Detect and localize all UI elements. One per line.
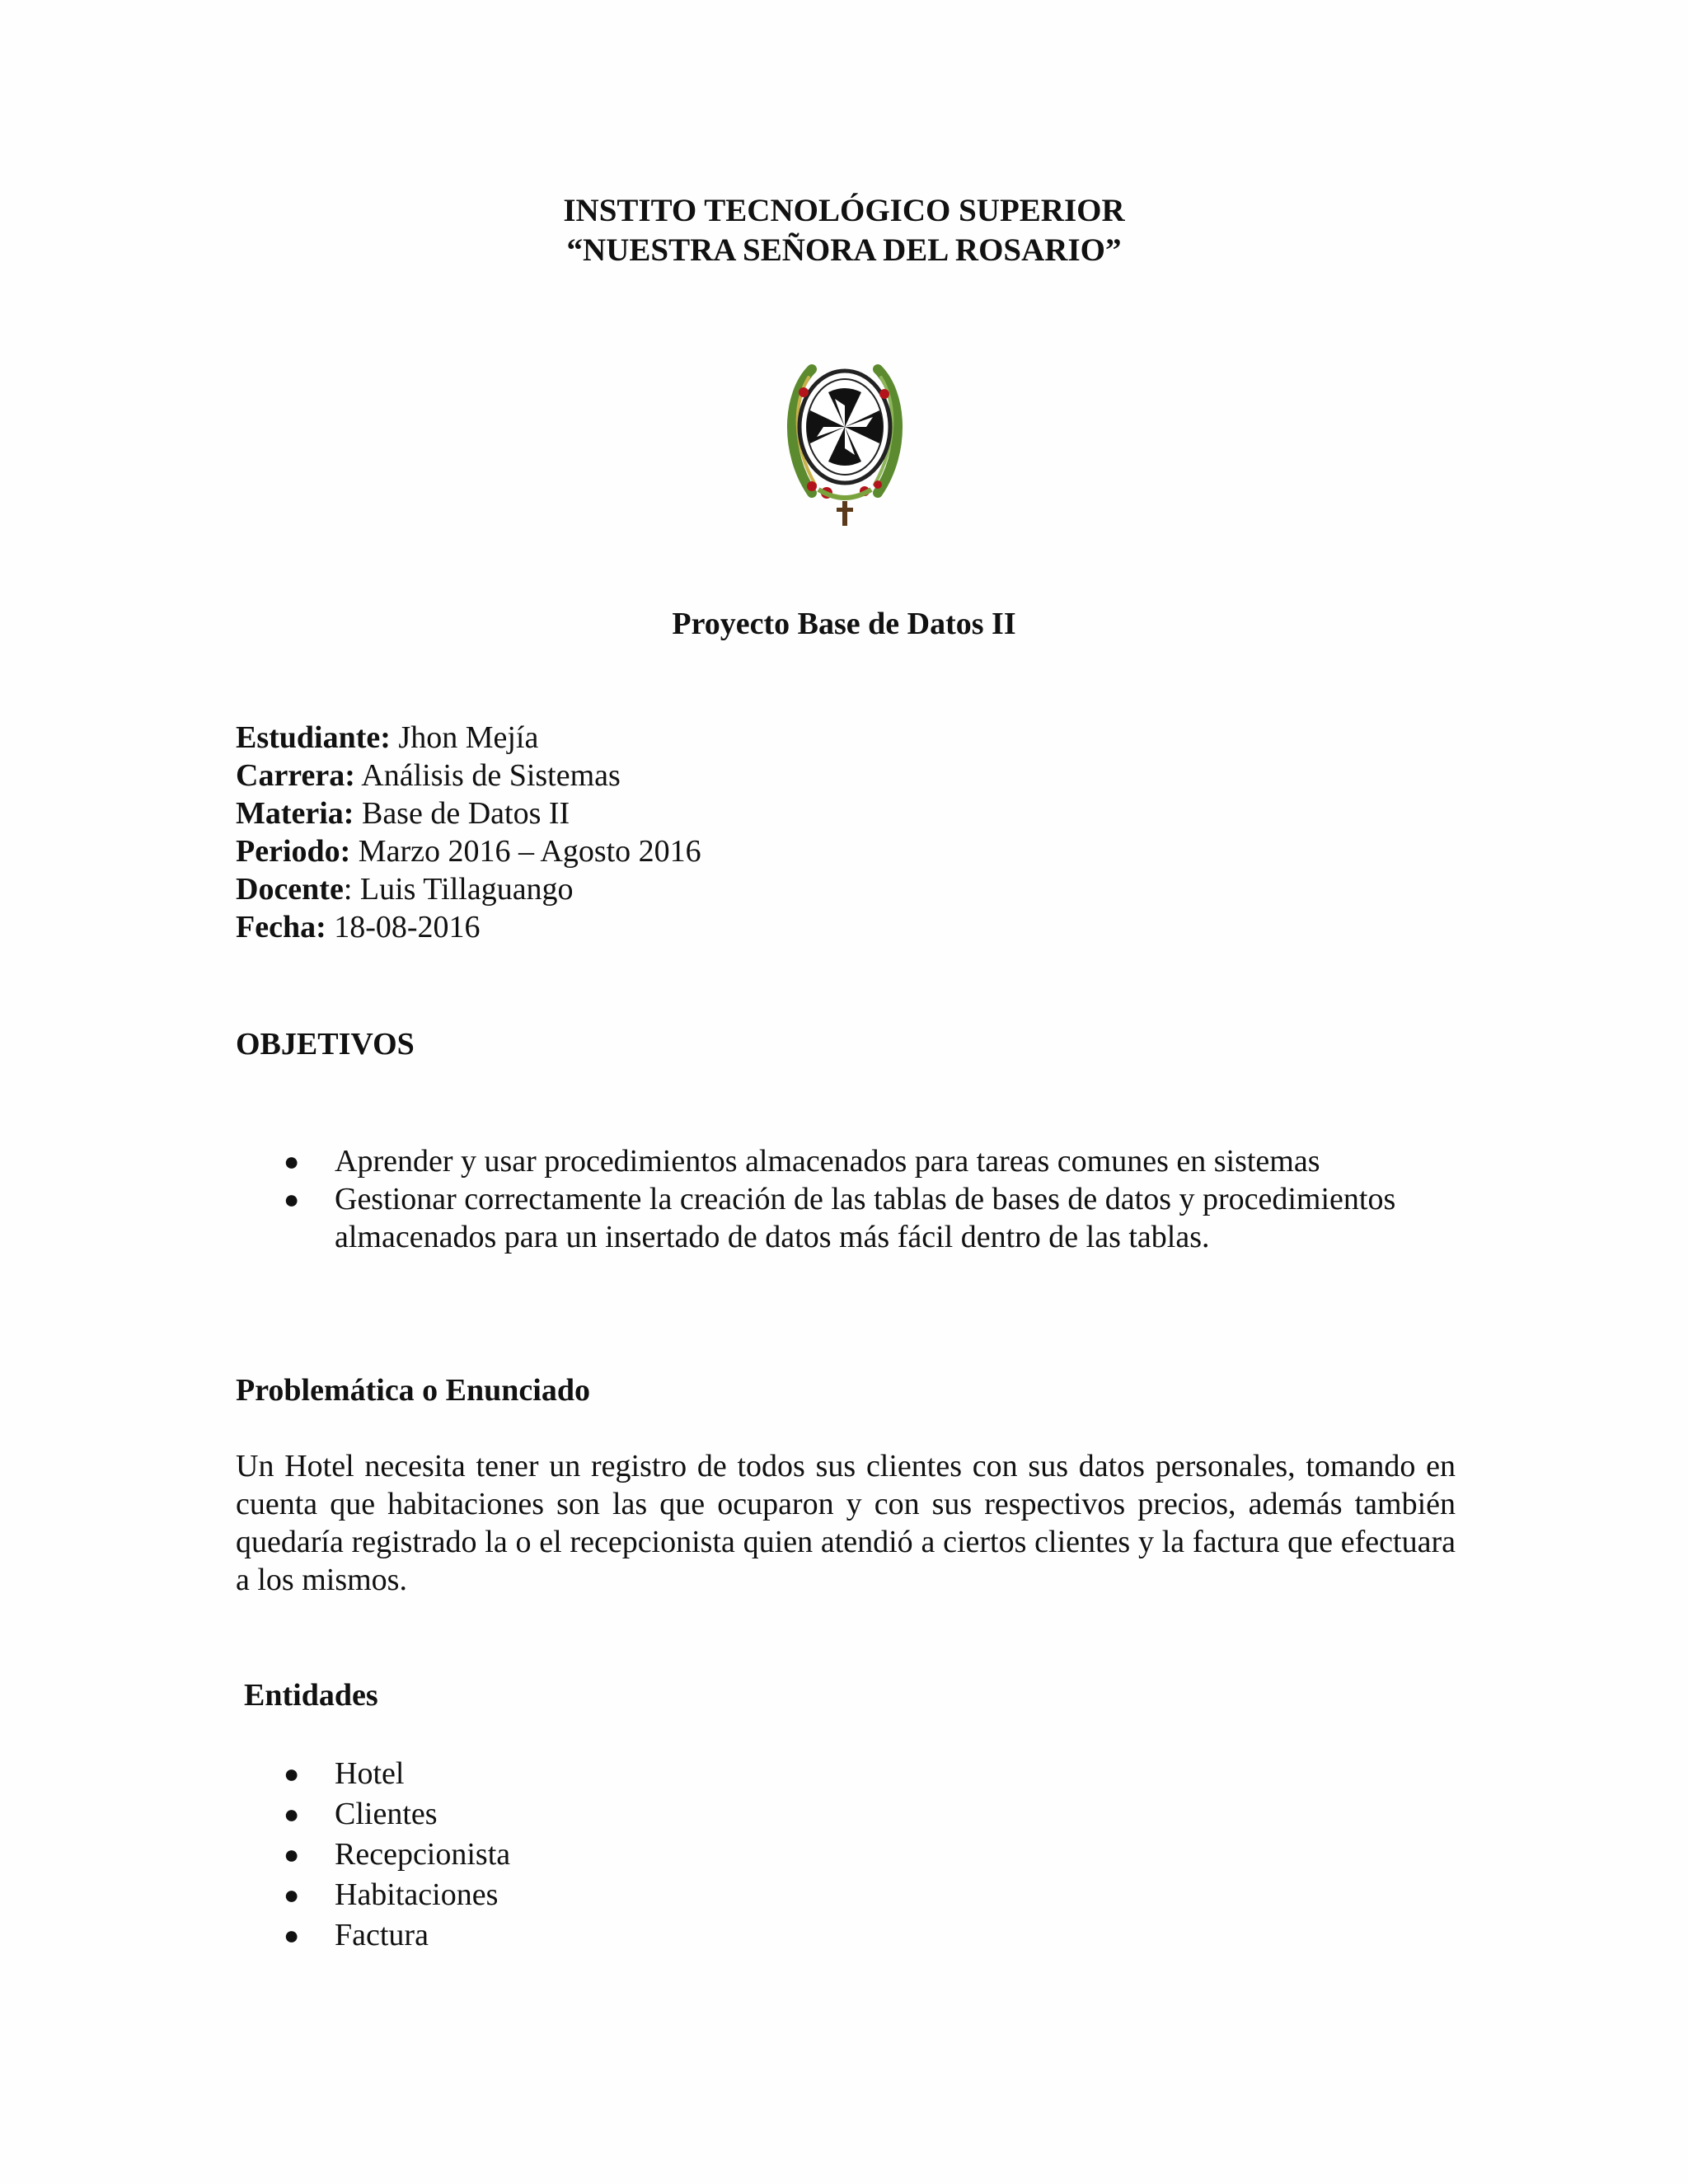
bullet-icon: ●: [284, 1920, 300, 1950]
date-value: 18-08-2016: [326, 910, 481, 944]
career-value: Análisis de Sistemas: [354, 758, 621, 793]
entidades-heading: Entidades: [244, 1678, 378, 1713]
info-row-student: [236, 719, 701, 757]
bullet-icon: ●: [284, 1880, 300, 1910]
subject-value: Base de Datos II: [354, 796, 570, 831]
career-label: Carrera:: [236, 758, 355, 793]
bullet-icon: ●: [284, 1840, 300, 1869]
bullet-icon: ●: [284, 1759, 300, 1788]
entidades-list: [236, 1754, 978, 1956]
problematica-heading: Problemática o Enunciado: [236, 1373, 590, 1408]
info-row-teacher: [236, 870, 701, 908]
entidad-text: Habitaciones: [335, 1877, 499, 1912]
period-value: Marzo 2016 – Agosto 2016: [350, 834, 701, 869]
institution-subtitle: “NUESTRA SEÑORA DEL ROSARIO”: [566, 232, 1122, 268]
list-item: [236, 1794, 978, 1835]
list-item: [236, 1875, 978, 1915]
bullet-icon: ●: [284, 1146, 300, 1176]
bullet-icon: ●: [284, 1799, 300, 1829]
institution-header: [0, 191, 1688, 270]
list-item: [236, 1142, 1423, 1180]
teacher-value: : Luis Tillaguango: [343, 872, 574, 907]
list-item: [236, 1835, 978, 1875]
project-title: Proyecto Base de Datos II: [672, 607, 1016, 641]
info-row-career: [236, 757, 701, 794]
info-row-subject: [236, 794, 701, 832]
student-value: Jhon Mejía: [390, 720, 539, 755]
objetivos-heading: OBJETIVOS: [236, 1027, 415, 1062]
institution-name: INSTITO TECNOLÓGICO SUPERIOR: [563, 193, 1125, 228]
bullet-icon: ●: [284, 1184, 300, 1214]
objetivo-text: Aprender y usar procedimientos almacenados para tareas comunes en sistemas: [335, 1144, 1320, 1179]
entidad-text: Factura: [335, 1918, 429, 1952]
dominican-cross-seal-icon: [779, 344, 911, 530]
date-label: Fecha:: [236, 910, 326, 944]
student-label: Estudiante:: [236, 720, 391, 755]
list-item: [236, 1754, 978, 1794]
problematica-text: Un Hotel necesita tener un registro de todos sus clientes con sus datos personales, tomando en cuenta que habitaciones son las que ocuparon y con sus respectivos precios, además también quedaría registrado la o el recepcionista quien atendió a ciertos clientes y la factura que efectuara a los mismos.: [236, 1449, 1456, 1597]
teacher-label: Docente: [236, 872, 344, 907]
list-item: [236, 1915, 978, 1956]
entidad-text: Recepcionista: [335, 1837, 511, 1872]
subject-label: Materia:: [236, 796, 354, 831]
entidad-text: Clientes: [335, 1797, 438, 1831]
entidad-text: Hotel: [335, 1756, 405, 1791]
objetivos-list: [236, 1142, 1423, 1256]
student-info: [236, 719, 701, 946]
period-label: Periodo:: [236, 834, 351, 869]
info-row-date: [236, 908, 701, 946]
info-row-period: [236, 832, 701, 870]
list-item: [236, 1180, 1423, 1256]
objetivo-text: Gestionar correctamente la creación de las tablas de bases de datos y procedimientos almacenados para un insertado de datos más fácil dentro de las tablas.: [335, 1182, 1396, 1254]
